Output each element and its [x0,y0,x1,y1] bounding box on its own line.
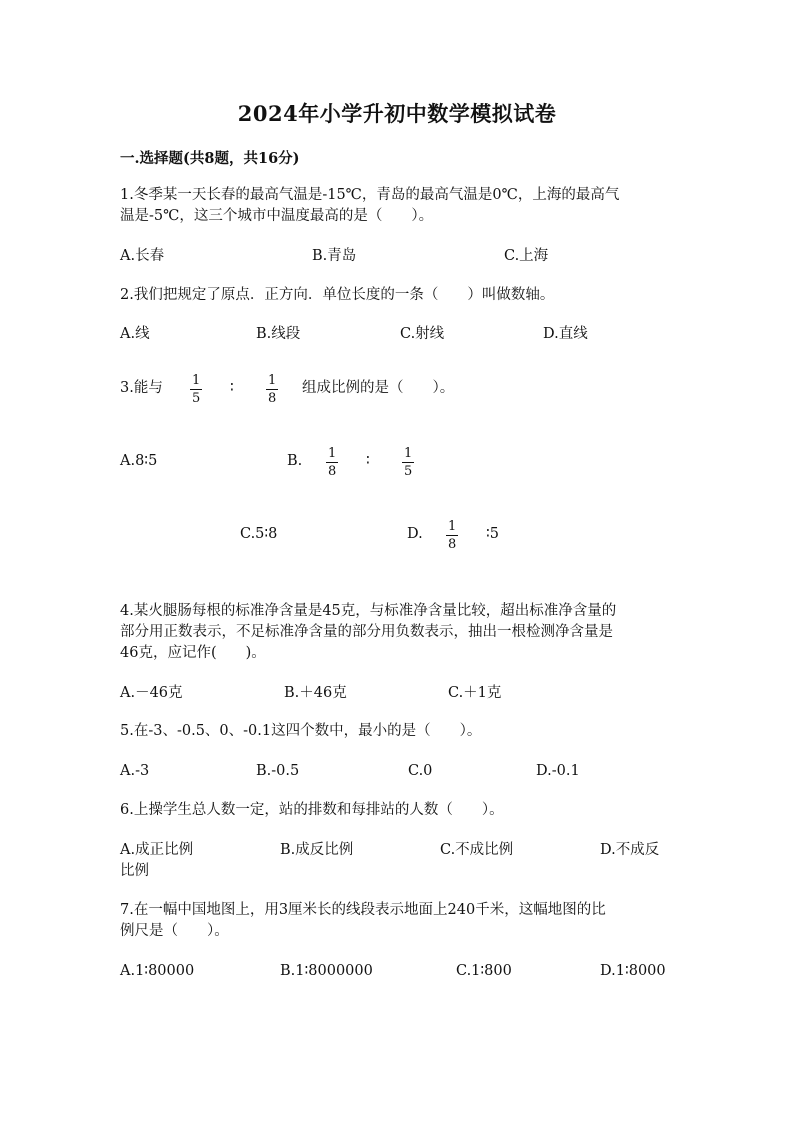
question-3-prefix: 3.能与 [120,380,163,396]
fraction-numerator: 1 [192,373,201,388]
fraction-denominator: 5 [192,391,201,406]
question-3-suffix: 组成比例的是（ ）。 [302,380,455,396]
question-7-line-1: 7.在一幅中国地图上，用3厘米长的线段表示地面上240千米，这幅地图的比 [120,902,606,918]
question-2-option-a[interactable]: A.线 [120,326,150,342]
fraction-numerator: 1 [404,446,413,461]
question-7-line-2: 例尺是（ ）。 [120,923,229,939]
question-2-option-b[interactable]: B.线段 [256,326,301,342]
question-1-line-1: 1.冬季某一天长春的最高气温是-15℃，青岛的最高气温是0℃，上海的最高气 [120,187,620,203]
question-3-option-a[interactable]: A.8∶5 [120,453,158,469]
fraction-denominator: 8 [448,537,457,552]
question-6-option-c[interactable]: C.不成比例 [440,842,514,858]
question-5-line-1: 5.在-3、-0.5、0、-0.1这四个数中，最小的是（ ）。 [120,723,482,739]
question-4-line-3: 46克，应记作( )。 [120,645,266,661]
fraction-denominator: 8 [328,464,337,479]
question-7-option-d[interactable]: D.1∶8000 [600,963,666,979]
fraction-numerator: 1 [328,446,337,461]
question-6-option-a[interactable]: A.成正比例 [120,842,194,858]
question-3-option-b-label[interactable]: B. [287,453,303,469]
question-3-colon: ∶ [230,380,234,396]
question-2-option-c[interactable]: C.射线 [400,326,445,342]
question-4-option-b[interactable]: B.＋46克 [284,685,347,701]
question-1-option-b[interactable]: B.青岛 [312,248,357,264]
question-2-option-d[interactable]: D.直线 [543,326,588,342]
question-3-fraction-2 [266,373,278,406]
fraction-numerator: 1 [448,519,457,534]
question-3-option-c[interactable]: C.5∶8 [240,526,278,542]
question-4-option-a[interactable]: A.－46克 [120,685,183,701]
fraction-numerator: 1 [268,373,277,388]
fraction-denominator: 5 [404,464,413,479]
question-5-option-d[interactable]: D.-0.1 [536,763,580,779]
question-3-fraction-1 [190,373,202,406]
fraction-denominator: 8 [268,391,277,406]
question-5-option-a[interactable]: A.-3 [120,763,150,779]
question-3-option-b-colon: ∶ [366,453,370,469]
question-5-option-b[interactable]: B.-0.5 [256,763,300,779]
question-3-option-b-fraction-2 [402,446,414,479]
question-1-option-a[interactable]: A.长春 [120,248,165,264]
question-3-option-d-suffix: ∶5 [486,526,499,542]
question-3-option-b-fraction-1 [326,446,338,479]
section-heading: 一.选择题(共8题，共16分) [120,150,300,167]
question-6-option-d-wrap[interactable]: 比例 [120,863,149,879]
question-1-option-c[interactable]: C.上海 [504,248,549,264]
question-6-option-b[interactable]: B.成反比例 [280,842,354,858]
question-5-option-c[interactable]: C.0 [408,763,433,779]
question-4-option-c[interactable]: C.＋1克 [448,685,502,701]
question-6-option-d[interactable]: D.不成反 [600,842,660,858]
page-title: 2024年小学升初中数学模拟试卷 [237,101,557,126]
question-3-option-d-label[interactable]: D. [407,526,423,542]
question-3-option-d-fraction [446,519,458,552]
question-7-option-a[interactable]: A.1∶80000 [120,963,195,979]
question-7-option-b[interactable]: B.1∶8000000 [280,963,373,979]
question-6-line-1: 6.上操学生总人数一定，站的排数和每排站的人数（ ）。 [120,802,504,818]
question-1-line-2: 温是-5℃，这三个城市中温度最高的是（ ）。 [120,208,434,224]
question-7-option-c[interactable]: C.1∶800 [456,963,512,979]
question-4-line-1: 4.某火腿肠每根的标准净含量是45克，与标准净含量比较，超出标准净含量的 [120,603,617,619]
question-4-line-2: 部分用正数表示，不足标准净含量的部分用负数表示，抽出一根检测净含量是 [120,624,613,640]
question-2-line-1: 2.我们把规定了原点．正方向．单位长度的一条（ ）叫做数轴。 [120,287,555,303]
